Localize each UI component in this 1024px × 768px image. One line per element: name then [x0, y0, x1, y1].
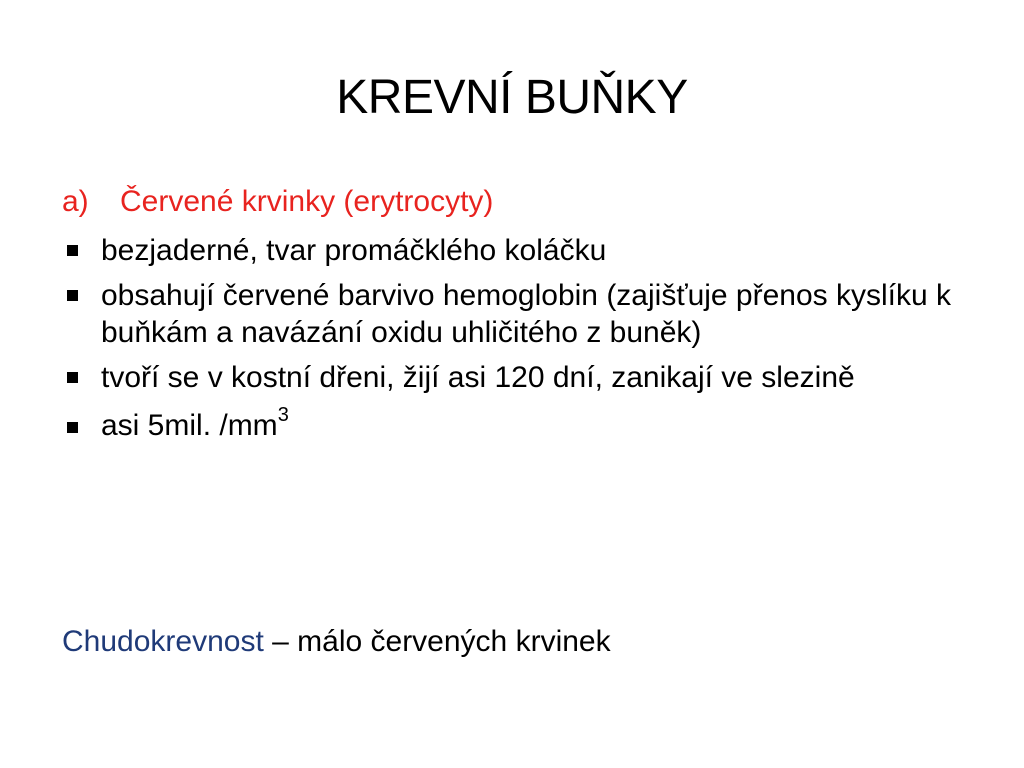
square-bullet-icon: [67, 422, 78, 433]
subheading-text: Červené krvinky (erytrocyty): [120, 185, 494, 218]
footer-term: Chudokrevnost: [62, 625, 264, 658]
subheading: [62, 180, 493, 224]
square-bullet-icon: [67, 290, 78, 301]
bullet-text: bezjaderné, tvar promáčklého koláčku: [101, 234, 607, 267]
bullet-item: [62, 359, 962, 396]
bullet-item: [62, 232, 962, 269]
bullet-text: obsahují červené barvivo hemoglobin (zajišťuje přenos kyslíku k buňkám a navázání oxidu uhličitého z buněk): [101, 279, 952, 349]
bullet-list: [62, 232, 962, 456]
bullet-superscript: 3: [277, 404, 289, 426]
bullet-text: asi 5mil. /mm: [101, 409, 278, 442]
square-bullet-icon: [67, 245, 78, 256]
square-bullet-icon: [67, 372, 78, 383]
footer-line: [62, 620, 611, 664]
bullet-item: [62, 277, 962, 351]
bullet-item: [62, 404, 962, 448]
subheading-marker: a): [62, 185, 89, 218]
bullet-text: tvoří se v kostní dřeni, žijí asi 120 dní, zanikají ve slezině: [101, 361, 855, 394]
footer-definition: – málo červených krvinek: [263, 625, 611, 658]
slide-title: KREVNÍ BUŇKY: [336, 71, 688, 124]
